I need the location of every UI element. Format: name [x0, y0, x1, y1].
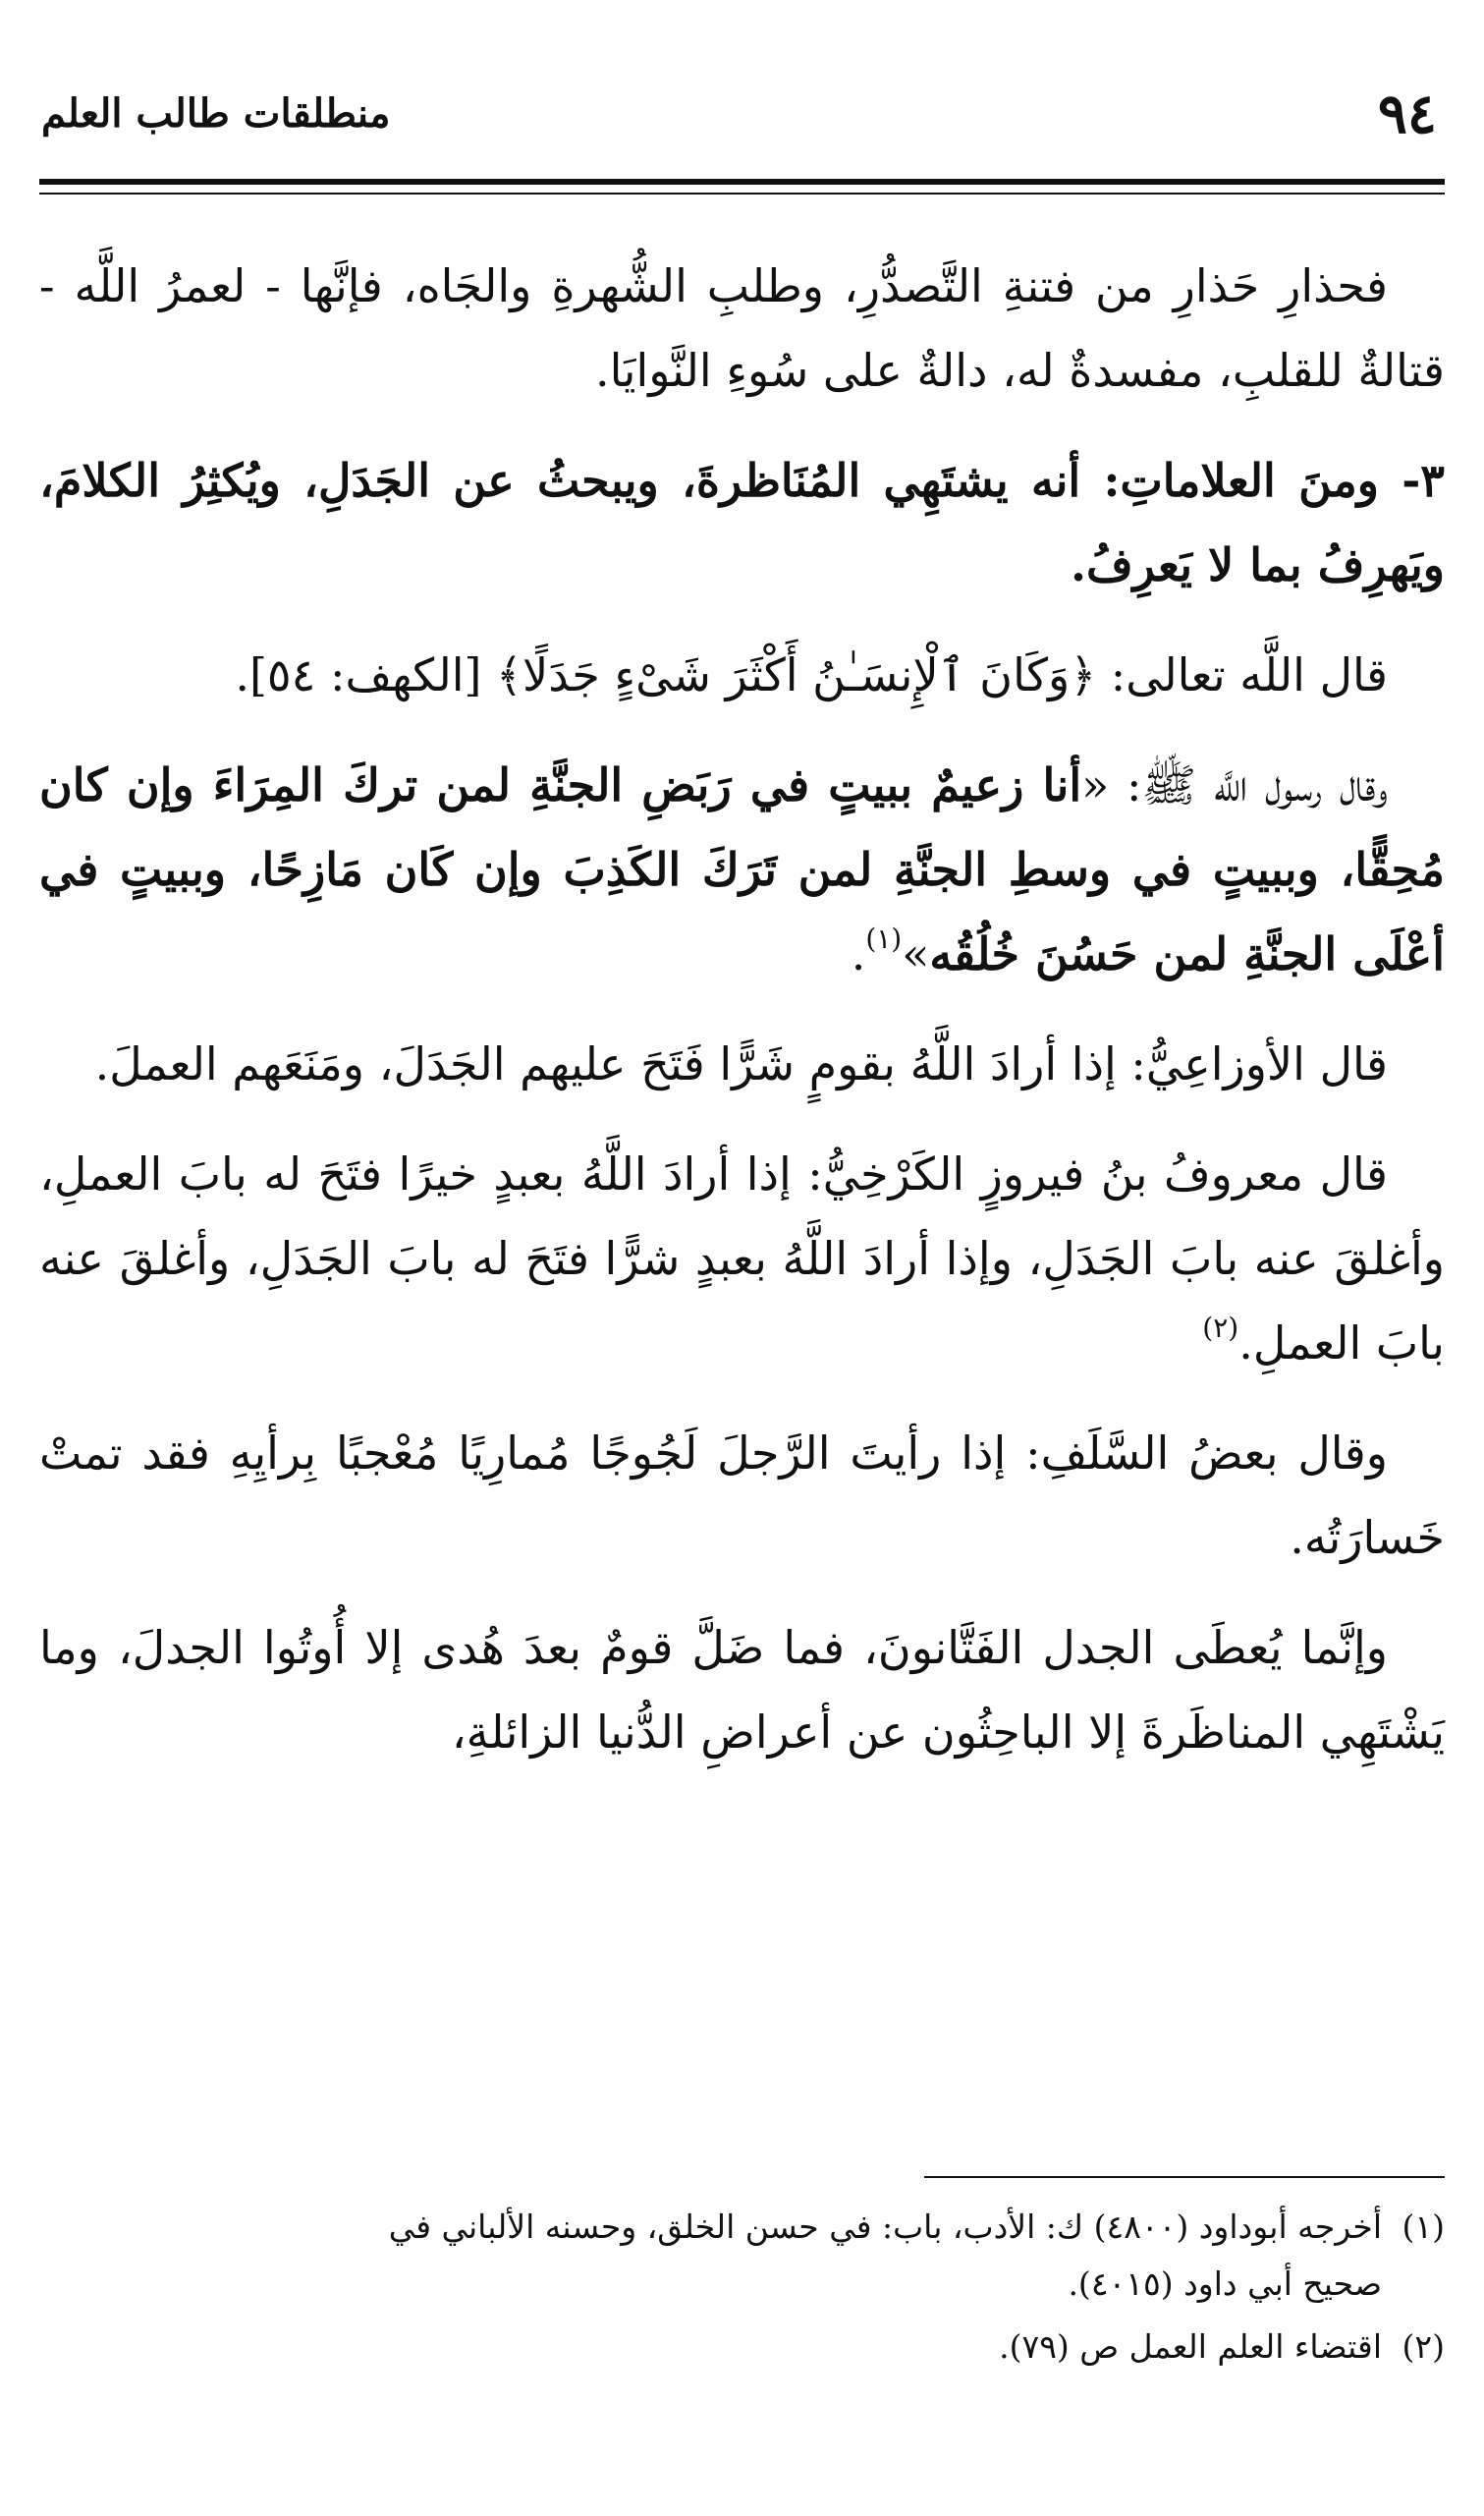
footnote-ref-2[interactable]: (٢) — [1202, 1312, 1239, 1344]
paragraph-8: وإنَّما يُعطَى الجدل الفَتَّانونَ، فما ضَلَّ قومٌ بعدَ هُدى إلا أُوتُوا الجدلَ، وما يَشْتَهِي المناظَرةَ إلا الباحِثُون عن أعراضِ الدُّنيا الزائلةِ، — [39, 1621, 1445, 1759]
footnote-2-number: (٢) — [1402, 2327, 1445, 2366]
hadith-text: أنا زعيمٌ ببيتٍ في رَبَضِ الجنَّةِ لمن تركَ المِرَاءَ وإن كان مُحِقًّا، وببيتٍ في وسطِ الجنَّةِ لمن تَرَكَ الكَذِبَ وإن كَان مَازِحًا، وببيتٍ في أعْلَى الجنَّةِ لمن حَسُنَ خُلُقُه — [39, 758, 1445, 980]
paragraph-7-salaf: وقال بعضُ السَّلَفِ: إذا رأيتَ الرَّجلَ لَجُوجًا مُمارِيًا مُعْجبًا بِرأيِهِ فقد تمتْ خَسارَتُه. — [39, 1426, 1445, 1564]
paragraph-5-awzai: قال الأوزاعِيُّ: إذا أرادَ اللَّهُ بقومٍ شَرًّا فَتَحَ عليهم الجَدَلَ، ومَنَعَهم العملَ. — [94, 1037, 1388, 1090]
running-title: منطلقات طالب العلم — [41, 90, 391, 137]
maruf-text: قال معروفُ بنُ فيروزٍ الكَرْخِيُّ: إذا أرادَ اللَّهُ بعبدٍ خيرًا فتَحَ له بابَ العملِ، وأغلقَ عنه بابَ الجَدَلِ، وإذا أرادَ اللَّهُ بعبدٍ شرًّا فتَحَ له بابَ الجَدَلِ، وأغلقَ عنه بابَ العملِ. — [39, 1147, 1445, 1370]
hadith-end: . — [851, 927, 866, 980]
hadith-close-quote: » — [902, 927, 930, 980]
header-rule-thick — [39, 179, 1445, 185]
footnote-ref-1[interactable]: (١) — [865, 923, 903, 955]
footnote-rule — [924, 2176, 1445, 2178]
header-rule-thin — [39, 193, 1445, 195]
paragraph-1: فحذارِ حَذارِ من فتنةِ التَّصدُّرِ، وطلبِ الشُّهرةِ والجَاه، فإنَّها - لعمرُ اللَّه - قتالةٌ للقلبِ، مفسدةٌ له، دالةٌ على سُوءِ النَّوايَا. — [39, 259, 1445, 397]
footnote-1-continuation: صحيح أبي داود (٤٠١٥). — [1068, 2264, 1382, 2303]
footnotes — [39, 2199, 1445, 2381]
footnote-1-text: أخرجه أبوداود (٤٨٠٠) ك: الأدب، باب: في حسن الخلق، وحسنه الألباني في — [388, 2208, 1382, 2246]
footnote-1-number: (١) — [1402, 2208, 1445, 2246]
body-text — [39, 244, 1445, 1800]
hadith-lead: وقال رسول اللَّه ﷺ: « — [1081, 758, 1389, 811]
paragraph-3-quran-verse: قال اللَّه تعالى: ﴿وَكَانَ ٱلْإِنسَـٰنُ أَكْثَرَ شَىْءٍ جَدَلًا﴾ [الكهف: ٥٤]. — [235, 648, 1388, 701]
footnote-2 — [39, 2319, 1445, 2376]
page-header — [41, 77, 1437, 155]
footnote-1 — [39, 2199, 1445, 2313]
paragraph-6-maruf — [39, 1132, 1445, 1385]
footnote-2-text: اقتضاء العلم العمل ص (٧٩). — [999, 2327, 1382, 2366]
paragraph-2-sign-3: ٣- ومنَ العلاماتِ: أنه يشتَهِي المُنَاظرةَ، ويبحثُ عن الجَدَلِ، ويُكثِرُ الكلامَ، ويَهرِفُ بما لا يَعرِفُ. — [39, 454, 1446, 591]
paragraph-4-hadith — [39, 743, 1445, 996]
page-number: ٩٤ — [1377, 82, 1437, 146]
